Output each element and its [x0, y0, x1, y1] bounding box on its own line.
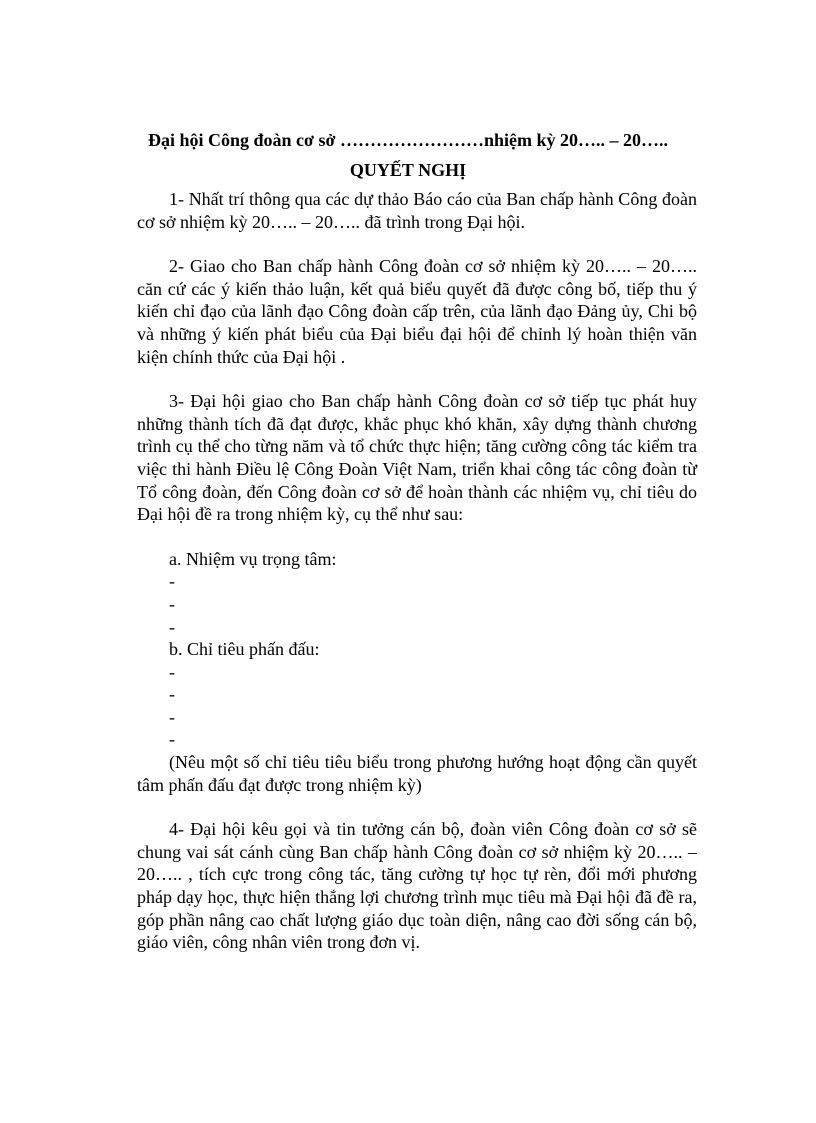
resolution-body	[137, 188, 697, 954]
paragraph-4: 4- Đại hội kêu gọi và tin tưởng cán bộ, đoàn viên Công đoàn cơ sở sẽ chung vai sát cánh cùng Ban chấp hành Công đoàn cơ sở nhiệm kỳ 20….. – 20….. , tích cực trong công tác, tăng cường tự học tự rèn, đổi mới phương pháp dạy học, thực hiện thắng lợi chương trình mục tiêu mà Đại hội đã đề ra, góp phần nâng cao chất lượng giáo dục toàn diện, nâng cao đời sống cán bộ, giáo viên, công nhân viên trong đơn vị.	[137, 819, 697, 953]
section-b-bullet: -	[169, 706, 175, 727]
section-b-bullet: -	[169, 729, 175, 750]
section-b-heading: b. Chỉ tiêu phấn đấu:	[169, 639, 320, 660]
paragraph-1: 1- Nhất trí thông qua các dự thảo Báo cáo của Ban chấp hành Công đoàn cơ sở nhiệm kỳ 20….. – 20….. đã trình trong Đại hội.	[137, 189, 697, 232]
spacer	[137, 796, 697, 818]
targets-note: (Nêu một số chỉ tiêu tiêu biểu trong phương hướng hoạt động cần quyết tâm phấn đấu đạt được trong nhiệm kỳ)	[137, 752, 697, 795]
section-a-bullet: -	[169, 616, 175, 637]
section-a-bullet: -	[169, 593, 175, 614]
section-a-heading: a. Nhiệm vụ trọng tâm:	[169, 548, 337, 569]
section-b-bullet: -	[169, 684, 175, 705]
section-a-bullet: -	[169, 571, 175, 592]
congress-header: Đại hội Công đoàn cơ sở ……………………nhiệm kỳ 20….. – 20…..	[148, 130, 668, 150]
section-b-bullet: -	[169, 661, 175, 682]
page-title: QUYẾT NGHỊ	[349, 160, 467, 180]
paragraph-2: 2- Giao cho Ban chấp hành Công đoàn cơ sở nhiệm kỳ 20….. – 20….. căn cứ các ý kiến thảo luận, kết quả biểu quyết đã được công bố, tiếp thu ý kiến chỉ đạo của lãnh đạo Công đoàn cấp trên, của lãnh đạo Đảng ủy, Chi bộ và những ý kiến phát biểu của Đại biểu đại hội để chỉnh lý hoàn thiện văn kiện chính thức của Đại hội .	[137, 256, 697, 367]
paragraph-3: 3- Đại hội giao cho Ban chấp hành Công đoàn cơ sở tiếp tục phát huy những thành tích đã đạt được, khắc phục khó khăn, xây dựng thành chương trình cụ thể cho từng năm và tổ chức thực hiện; tăng cường công tác kiểm tra việc thi hành Điều lệ Công Đoàn Việt Nam, triển khai công tác công đoàn từ Tổ công đoàn, đến Công đoàn cơ sở để hoàn thành các nhiệm vụ, chỉ tiêu do Đại hội đề ra trong nhiệm kỳ, cụ thể như sau:	[137, 391, 697, 525]
